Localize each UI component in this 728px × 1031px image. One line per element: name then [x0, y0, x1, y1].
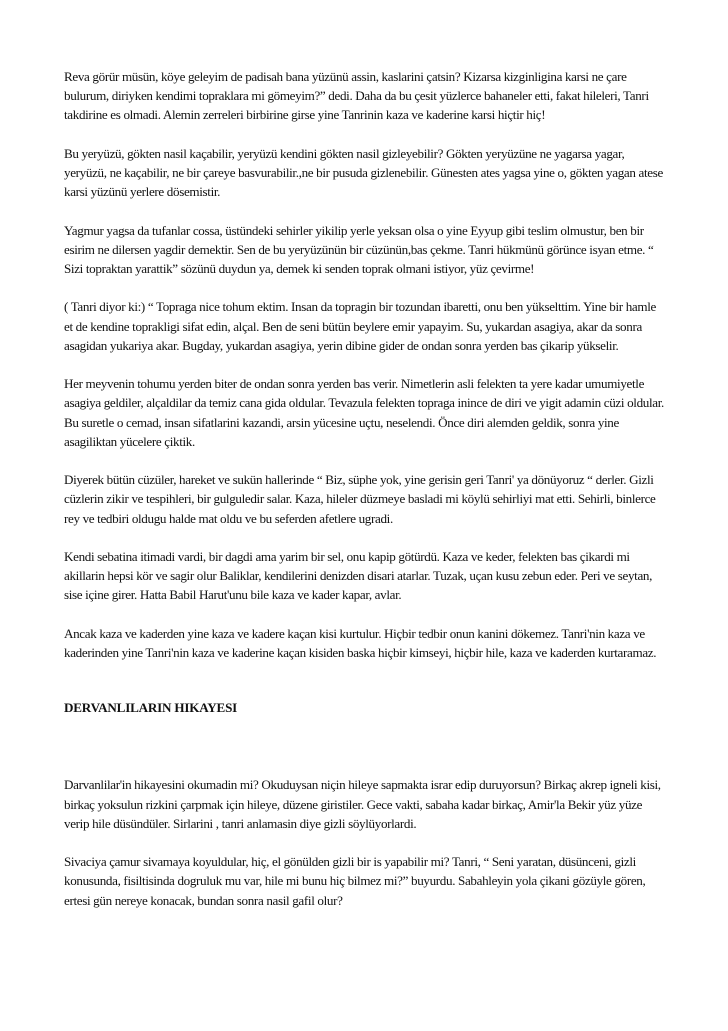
- section-heading-wrapper: [64, 698, 664, 717]
- paragraph: Diyerek bütün cüzüler, hareket ve sukün hallerinde “ Biz, süphe yok, yine gerisin geri Tanri' ya dönüyoruz “ derler. Gizli cüzlerin zikir ve tespihleri, bir gulguledir salar. Kaza, hileler düzmeye basladi mi köylü sehirliyi mat etti. Sehirli, binlerce rey ve tedbiri oldugu halde mat oldu ve bu seferden afetlere ugradi.: [64, 472, 656, 526]
- paragraph: Kendi sebatina itimadi vardi, bir dagdi ama yarim bir sel, onu kapip götürdü. Kaza ve keder, felekten bas çikardi mi akillarin hepsi kör ve sagir olur Baliklar, kendilerini denizden disari atarlar. Tuzak, uçan kusu zebun eder. Peri ve seytan, sise içine girer. Hatta Babil Harut'unu bile kaza ve kader kapar, avlar.: [64, 548, 653, 603]
- document-body: [64, 67, 664, 929]
- paragraph: ( Tanri diyor ki:) “ Topraga nice tohum ektim. Insan da topragin bir tozundan ibaretti, onu ben yükselttim. Yine bir hamle et de kendine toprakligi sifat edin, alçal. Ben de seni bütün beylere emir yapayim. Su, yukardan asagiya, akar da sonra asagidan yukariya akar. Bugday, yukardan asagiya, yerin dibine gider de ondan sonra yerden bas çikarip yükselir.: [64, 299, 656, 353]
- paragraph: Her meyvenin tohumu yerden biter de ondan sonra yerden bas verir. Nimetlerin asli felekten ta yere kadar umumiyetle asagiya geldiler, alçaldilar da temiz cana gida oldular. Tevazula felekten topraga inince de diri ve yigit adamin cüzi oldular. Bu suretle o cemad, insan sifatlarini kazandi, arsin yücesine uçtu, neselendi. Önce diri alemden geldik, sonra yine asagiliktan yücelere çiktik.: [64, 376, 664, 449]
- paragraph: Sivaciya çamur sivamaya koyuldular, hiç, el gönülden gizli bir is yapabilir mi? Tanri, “ Seni yaratan, düsünceni, gizli konusunda, fisiltisinda dogruluk mu var, hile mi bunu hiç bilmez mi?” buyurdu. Sabahleyin yola çikani gözüyle gören, ertesi gün nereye konacak, bundan sonra nasil gafil olur?: [64, 854, 646, 908]
- paragraph: Reva görür müsün, köye geleyim de padisah bana yüzünü assin, kaslarini çatsin? Kizarsa kizginligina karsi ne çare bulurum, diriyken kendimi topraklara mi gömeyim?” dedi. Daha da bu çesit yüzlerce bahaneler etti, fakat hileleri, Tanri takdirine es olmadi. Alemin zerreleri birbirine girse yine Tanrinin kaza ve kaderine karsi hiçtir hiç!: [64, 69, 649, 123]
- paragraph: Yagmur yagsa da tufanlar cossa, üstündeki sehirler yikilip yerle yeksan olsa o yine Eyyup gibi teslim olmustur, ben bir esirim ne dilersen yagdir demektir. Sen de bu yeryüzünün bir cüzünün,bas çekme. Tanri hükmünü görünce isyan etme. “ Sizi topraktan yarattik” sözünü duydun ya, demek ki senden toprak olmani istiyor, yüz çevirme!: [64, 222, 654, 276]
- section-heading: DERVANLILARIN HIKAYESI: [64, 700, 238, 716]
- paragraph: Darvanlilar'in hikayesini okumadin mi? Okuduysan niçin hileye sapmakta israr edip duruyorsun? Birkaç akrep igneli kisi, birkaç yoksulun rizkini çarpmak için hileye, düzene giristiler. Gece vakti, sabaha kadar birkaç, Amir'la Bekir yüz yüze verip hile düsündüler. Sirlarini , tanri anlamasin diye gizli söylüyorlardi.: [64, 777, 661, 831]
- paragraph: Ancak kaza ve kaderden yine kaza ve kadere kaçan kisi kurtulur. Hiçbir tedbir onun kanini dökemez. Tanri'nin kaza ve kaderinden yine Tanri'nin kaza ve kaderine kaçan kisiden baska hiçbir kimseyi, hiçbir hile, kaza ve kaderden kurtaramaz.: [64, 625, 657, 660]
- paragraph: Bu yeryüzü, gökten nasil kaçabilir, yeryüzü kendini gökten nasil gizleyebilir? Gökten yeryüzüne ne yagarsa yagar, yeryüzü, ne kaçabilir, ne bir çareye basvurabilir.,ne bir pusuda gizlenebilir. Günesten ates yagsa yine o, gökten yagan atese karsi yüzünü yerlere dösemistir.: [64, 145, 663, 200]
